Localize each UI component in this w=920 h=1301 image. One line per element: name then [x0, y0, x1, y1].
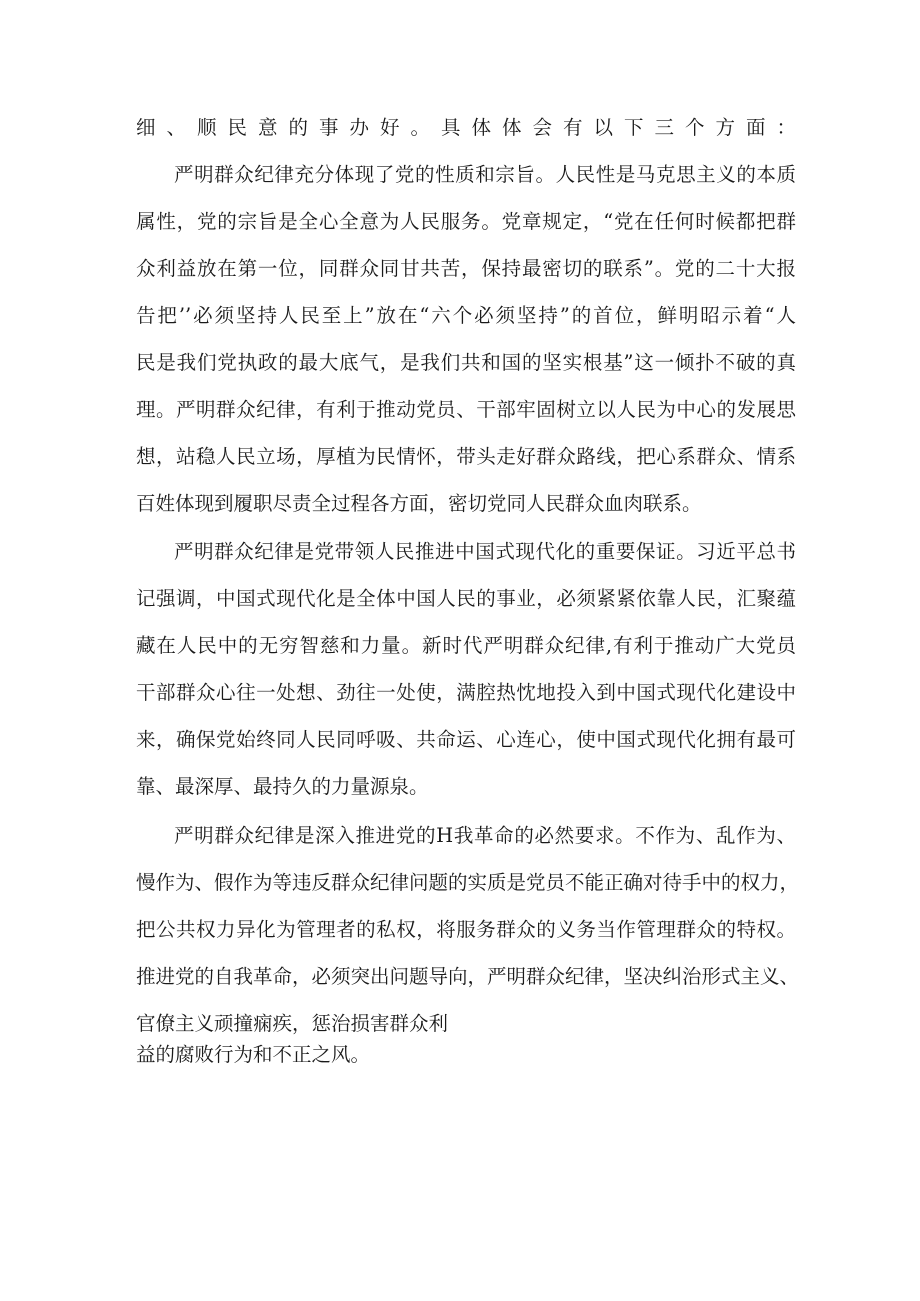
paragraph-line: 细、顺民意的事办好。具体体会有以下三个方面： [136, 116, 796, 139]
paragraph-line: 严明群众纪律是党带领人民推进中国式现代化的重要保证。习近平总书 [174, 540, 796, 563]
paragraph-line: 百姓体现到履职尽责全过程各方面，密切党同人民群众血肉联系。 [136, 492, 702, 515]
paragraph-line: 属性，党的宗旨是全心全意为人民服务。党章规定，“党在任何时候都把群 [136, 210, 796, 233]
paragraph-line: 干部群众心往一处想、劲往一处使，满腔热忱地投入到中国式现代化建设中 [136, 681, 796, 704]
paragraph-line: 严明群众纪律充分体现了党的性质和宗旨。人民性是马克思主义的本质 [174, 163, 796, 186]
paragraph-line: 推进党的自我革命，必须突出问题导向，严明群众纪律，坚决纠治形式主义、 [136, 965, 800, 988]
paragraph-line: 益的腐败行为和不正之风。 [136, 1043, 371, 1066]
paragraph-line: 官僚主义顽撞痫疾，惩治损害群众利 [136, 1012, 449, 1035]
paragraph-line: 民是我们党执政的最大底气，是我们共和国的坚实根基”这一倾扑不破的真 [136, 351, 796, 374]
paragraph-line: 想，站稳人民立场，厚植为民情怀，带头走好群众路线，把心系群众、情系 [136, 445, 796, 468]
paragraph-line: 理。严明群众纪律，有利于推动党员、干部牢固树立以人民为中心的发展思 [136, 398, 796, 421]
paragraph-line: 记强调，中国式现代化是全体中国人民的事业，必须紧紧依靠人民，汇聚蕴 [136, 587, 796, 610]
paragraph-line: 靠、最深厚、最持久的力量源泉。 [136, 775, 429, 798]
paragraph-line: 告把’’必须坚持人民至上”放在“六个必须坚持”的首位，鲜明昭示着“人 [136, 304, 796, 327]
paragraph-line: 把公共权力异化为管理者的私权，将服务群众的义务当作管理群众的特权。 [136, 918, 796, 941]
paragraph-line: 众利益放在第一位，同群众同甘共苦，保持最密切的联系”。党的二十大报 [136, 257, 796, 280]
paragraph-line: 严明群众纪律是深入推进党的H我革命的必然要求。不作为、乱作为、 [174, 824, 796, 847]
paragraph-line: 藏在人民中的无穷智慈和力量。新时代严明群众纪律,有利于推动广大党员 [136, 634, 796, 657]
paragraph-line: 慢作为、假作为等违反群众纪律问题的实质是党员不能正确对待手中的权力， [136, 871, 800, 894]
paragraph-line: 来，确保党始终同人民同呼吸、共命运、心连心，使中国式现代化拥有最可 [136, 728, 796, 751]
